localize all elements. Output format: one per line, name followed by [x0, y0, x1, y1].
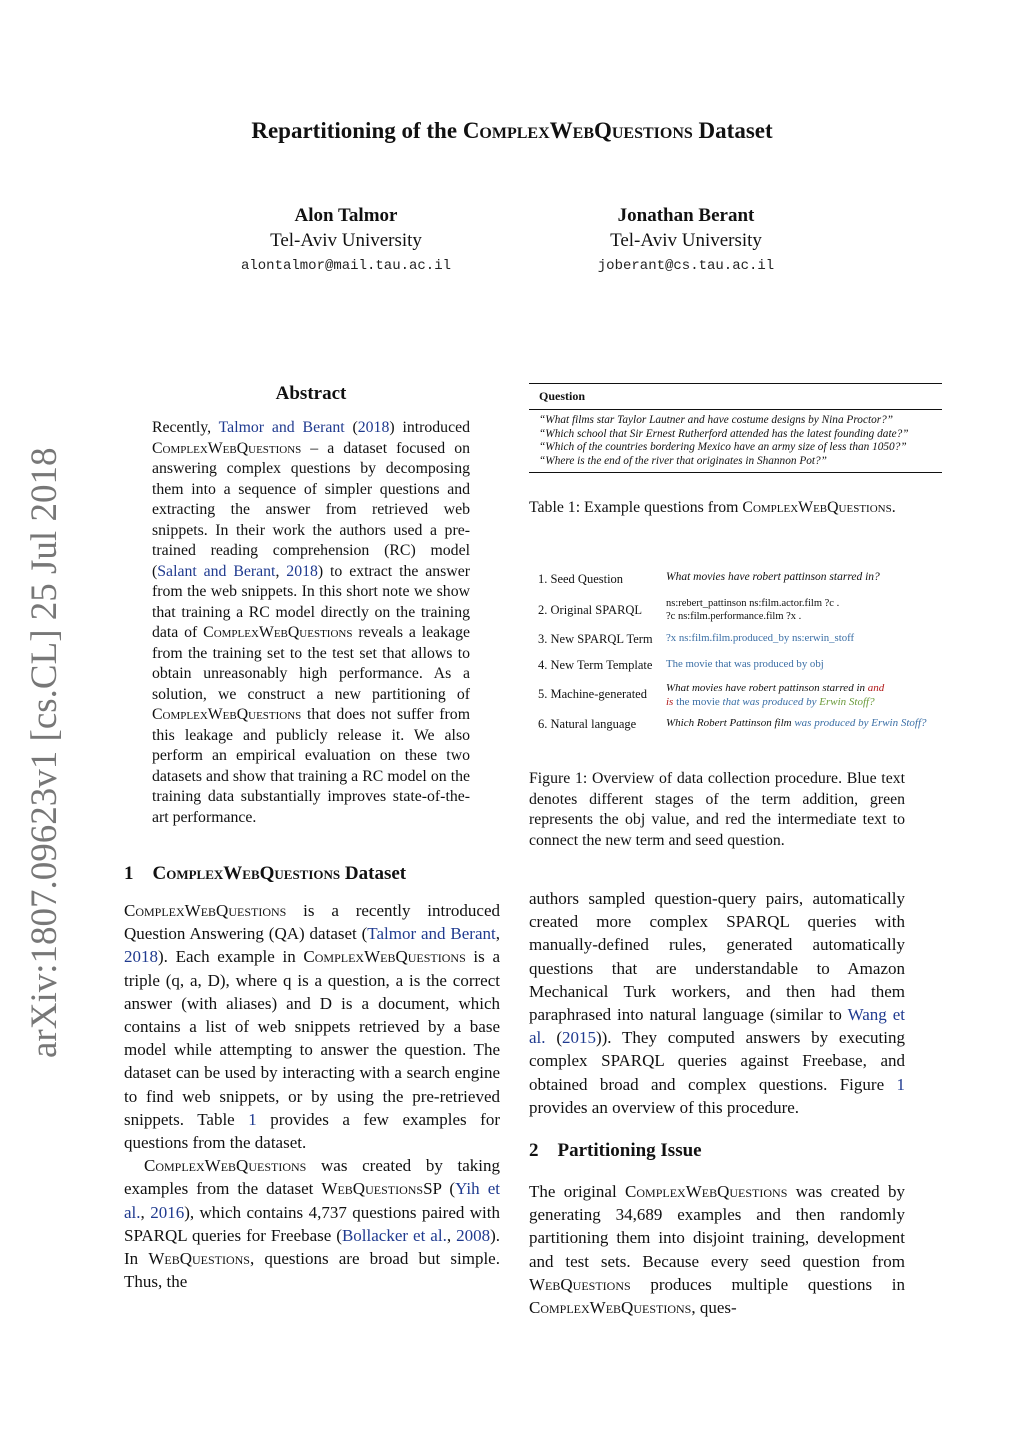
paragraph — [124, 899, 500, 1154]
table-row: “Which of the countries bordering Mexico have an army size of less than 1050?” — [539, 441, 907, 454]
citation-link[interactable]: Yih et al. — [124, 1179, 500, 1222]
author-name: Alon Talmor — [294, 205, 398, 226]
text-run: Which Robert Pattinson film — [666, 717, 795, 729]
citation-link[interactable]: Salant and Berant — [157, 562, 276, 580]
section-1-continuation — [529, 887, 905, 1119]
table-ref-link[interactable]: 1 — [248, 1109, 257, 1129]
text-run: , questions are broad but simple. Thus, the — [124, 1249, 500, 1292]
text-run: Recently, — [152, 419, 219, 436]
dataset-name: ComplexWebQuestions — [152, 863, 341, 884]
text-run: was created by taking examples from the dataset — [124, 1156, 500, 1199]
text-run: is a recently introduced Question Answering (QA) dataset ( — [124, 901, 500, 944]
dataset-name: ComplexWebQuestions — [203, 624, 353, 641]
text-run: The original — [529, 1182, 626, 1201]
text-run: authors sampled question-query pairs, automatically created more complex SPARQL queries with manually-defined rules, generated automatically questions that are understandable to Amazon Mechanical Turk workers, and then had them paraphrased into natural language (similar to — [529, 889, 905, 1025]
table-row: “What films star Taylor Lautner and have costume designs by Nina Proctor?” — [539, 414, 894, 426]
figure-1-caption — [529, 769, 905, 851]
author-email: alontalmor@mail.tau.ac.il — [240, 258, 452, 274]
figure-1 — [538, 566, 938, 746]
author-affiliation: Tel-Aviv University — [610, 230, 762, 251]
stage-label: 5. Machine-generated — [538, 687, 647, 701]
seed-question-text: What movies have robert pattinson starred in? — [666, 571, 880, 583]
section-number: 1 — [124, 863, 134, 884]
author-block-2 — [536, 203, 836, 279]
arxiv-stamp: arXiv:1807.09623v1 [cs.CL] 25 Jul 2018 — [24, 447, 65, 1058]
citation-year-link[interactable]: 2018 — [357, 419, 390, 436]
text-run: ) introduced — [389, 419, 471, 436]
dataset-name: WebQuestions — [529, 1274, 631, 1294]
connector-text: is — [666, 696, 674, 708]
text-run: ( — [545, 1028, 562, 1048]
text-run: ). Each example in — [158, 947, 304, 967]
text-run: ( — [344, 419, 358, 436]
text-run: , — [446, 1225, 457, 1245]
stage-label: 1. Seed Question — [538, 572, 624, 586]
sparql-line: ?c ns:film.performance.film ?x . — [666, 611, 802, 622]
text-run: , — [275, 562, 287, 580]
dataset-name: ComplexWebQuestions — [742, 499, 892, 516]
text-run: ), which contains 4,737 questions paired with SPARQL queries for Freebase ( — [124, 1202, 501, 1245]
dataset-name: ComplexWebQuestions — [152, 706, 302, 723]
text-run: ) to extract the answer from the web snippets. In this short note we show that training a RC model directly on the training data of — [152, 562, 470, 641]
text-run: was created by generating 34,689 examples and then randomly partitioning them into disjoint training, development and test sets. Because every seed question from — [529, 1182, 905, 1271]
text-run: Example questions from — [580, 499, 743, 516]
sparql-query — [666, 597, 839, 623]
paper-title — [0, 118, 1024, 144]
new-term-template: The movie that was produced by obj — [666, 658, 824, 670]
sparql-line: ns:rebert_pattinson ns:film.actor.film ?c . — [666, 598, 840, 609]
text-run: SP ( — [423, 1179, 456, 1199]
dataset-name: ComplexWebQuestions — [152, 439, 302, 457]
author-block-1 — [196, 203, 496, 279]
citation-year-link[interactable]: 2018 — [286, 562, 318, 580]
text-run: ? — [921, 717, 927, 729]
dataset-name: ComplexWebQuestions — [303, 947, 466, 967]
machine-generated-question — [666, 681, 884, 709]
new-sparql-term: ?x ns:film.film.produced_by ns:erwin_stoff — [666, 632, 855, 644]
title-post: Dataset — [692, 118, 773, 143]
stage-label: 4. New Term Template — [538, 658, 653, 672]
table-row: “Where is the end of the river that originates in Shannon Pot?” — [539, 454, 827, 467]
text-run: is a triple (q, a, D), where q is a question, a is the correct answer (with aliases) and D is a document, which contains a list of web snippets retrieved by a base model while attempting to answer the question. The dataset can be used by interacting with a search engine to find web snippets, or by using the pre-retrieved snippets. Table — [124, 947, 500, 1129]
table-body — [529, 410, 942, 473]
text-run: , ques- — [691, 1298, 737, 1318]
template-text: that was produced by — [722, 696, 820, 708]
text-run: , — [495, 924, 500, 944]
stage-label: 3. New SPARQL Term — [538, 632, 653, 646]
table-header: Question — [529, 384, 942, 410]
section-1-body — [124, 899, 500, 1293]
citation-link[interactable]: Talmor and Berant — [218, 419, 345, 436]
table-1-caption — [529, 498, 905, 519]
citation-link[interactable]: Talmor and Berant — [367, 924, 496, 944]
text-run: )). They computed answers by executing complex SPARQL queries against Freebase, and obtained broad and complex questions. Figure — [529, 1028, 905, 1094]
title-pre: Repartitioning of the — [251, 118, 463, 143]
dataset-name: WebQuestions — [321, 1179, 424, 1199]
section-heading-text: Partitioning Issue — [557, 1140, 702, 1161]
section-2-body — [529, 1180, 905, 1319]
caption-label: Table 1: — [529, 499, 581, 516]
citation-link[interactable]: Wang et al. — [529, 1005, 906, 1048]
author-affiliation: Tel-Aviv University — [270, 230, 422, 251]
figure-ref-link[interactable]: 1 — [896, 1074, 905, 1094]
text-run: produces multiple questions in — [630, 1274, 905, 1294]
paragraph — [124, 1154, 500, 1293]
text-run: provides a few examples for questions from the dataset. — [124, 1109, 500, 1153]
template-text: the movie — [673, 696, 723, 708]
table-row: “Which school that Sir Ernest Rutherford attended has the latest founding date?” — [539, 427, 909, 440]
text-run: reveals a leakage from the training set to the test set that allows to obtain unreasonably high performance. As a solution, we construct a new partitioning of — [152, 624, 470, 703]
citation-year-link[interactable]: 2016 — [150, 1202, 185, 1222]
abstract-body — [152, 418, 470, 828]
citation-year-link[interactable]: 2015 — [561, 1028, 596, 1048]
text-run: ). In — [124, 1225, 501, 1269]
dataset-name: ComplexWebQuestions — [625, 1182, 788, 1201]
text-run: provides an overview of this procedure. — [529, 1097, 800, 1117]
section-2-heading — [529, 1140, 702, 1162]
citation-year-link[interactable]: 2008 — [456, 1225, 491, 1245]
text-run: What movies have robert pattinson starred in — [666, 682, 868, 694]
text-run: that does not suffer from this leakage and publicly release it. We also perform an empirical evaluation on these two datasets and show that training a RC model on the training data substantially improves state-of-the-art performance. — [152, 706, 470, 826]
obj-value: Erwin Stoff — [871, 717, 922, 729]
section-1-heading — [124, 863, 406, 885]
template-text: was produced by — [794, 717, 872, 729]
citation-link[interactable]: Bollacker et al. — [341, 1225, 447, 1245]
text-run: – a dataset focused on answering complex questions by decomposing them into a sequence of simpler questions and extracting the answer from retrieved web snippets. In their work the authors used a pre-trained reading comprehension (RC) model ( — [152, 439, 470, 580]
table-1 — [529, 383, 942, 473]
text-run: ? — [869, 696, 875, 708]
text-run: , — [140, 1202, 151, 1222]
obj-value: Erwin Stoff — [819, 696, 870, 708]
author-name: Jonathan Berant — [617, 205, 755, 226]
author-email: joberant@cs.tau.ac.il — [597, 258, 775, 274]
section-number: 2 — [529, 1140, 539, 1161]
natural-language-question — [666, 717, 927, 729]
abstract-heading: Abstract — [275, 383, 347, 404]
connector-text: and — [867, 682, 885, 694]
dataset-name: ComplexWebQuestions — [144, 1156, 307, 1176]
text-run: . — [891, 499, 896, 516]
section-heading-text: Dataset — [340, 863, 407, 884]
title-dataset-name: ComplexWebQuestions — [462, 118, 693, 143]
stage-label: 6. Natural language — [538, 717, 637, 731]
citation-year-link[interactable]: 2018 — [124, 947, 158, 967]
dataset-name: ComplexWebQuestions — [124, 901, 287, 920]
stage-label: 2. Original SPARQL — [538, 603, 643, 617]
caption-text: Figure 1: Overview of data collection procedure. Blue text denotes different stages of the term addition, green represents the obj value, and red the intermediate text to connect the new term and seed question. — [529, 770, 905, 849]
dataset-name: WebQuestions — [148, 1249, 250, 1269]
dataset-name: ComplexWebQuestions — [529, 1298, 692, 1318]
